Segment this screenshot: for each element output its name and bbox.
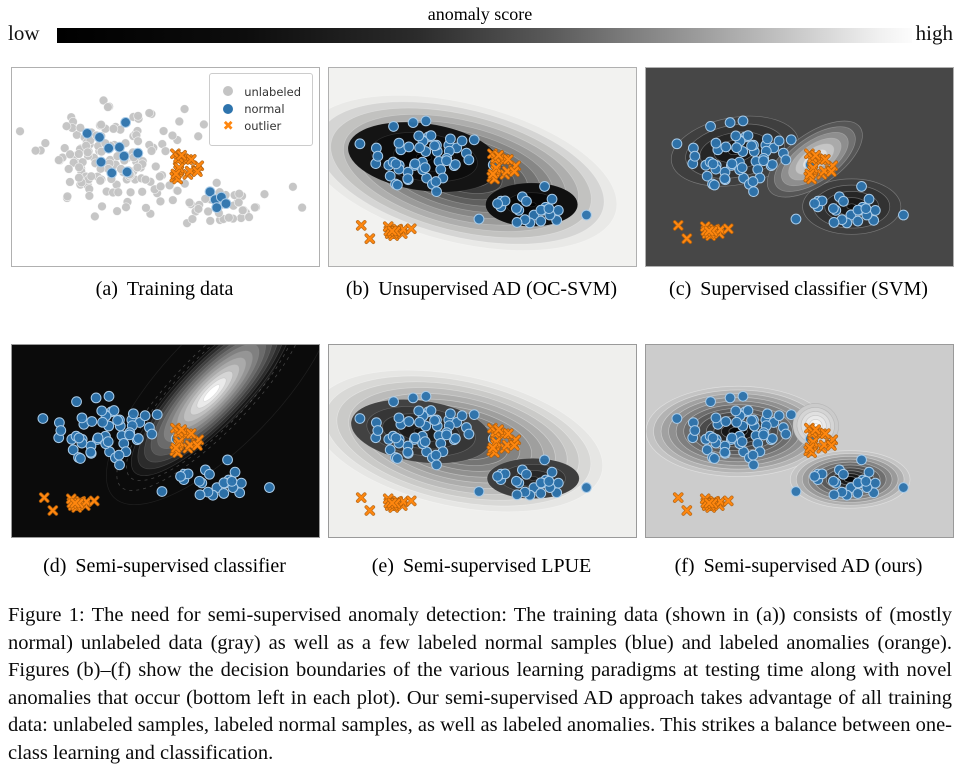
panel-cell-c: [645, 67, 952, 327]
paper-figure: [0, 4, 960, 767]
panel-caption-a: (a) Training data: [95, 278, 234, 300]
legend: [209, 73, 313, 146]
scatter-plot-semisup-classifier: [11, 344, 318, 538]
normal-marker-icon: [219, 104, 237, 117]
panel-row-top: [11, 67, 960, 327]
panel-caption-c: (c) Supervised classifier (SVM): [669, 278, 928, 300]
panel-caption-e: (e) Semi-supervised LPUE: [371, 555, 592, 577]
panel-cell-a: [11, 67, 318, 327]
legend-label-outlier: outlier: [244, 119, 282, 133]
outlier-marker-icon: ✖: [222, 118, 234, 134]
scatter-plot-ocsvm: [328, 67, 635, 267]
scatter-plot-training-data: [11, 67, 318, 267]
figure-caption: Figure 1: The need for semi-supervised anomaly detection: The training data (shown in (a)) consists of (mostly normal) unlabeled data (gray) as well as a few labeled normal samples (blue) and labeled anomalies (orange). Figures (b)–(f) show the decision boundaries of the various learning paradigms at testing time along with novel anomalies that occur (bottom left in each plot). Our semi-supervised AD approach takes advantage of all training data: unlabeled samples, labeled normal samples, as well as labeled anomalies. This strikes a balance between one-class learning and classification.: [8, 604, 953, 764]
legend-item-unlabeled: [219, 86, 301, 99]
panel-cell-f: [645, 344, 952, 578]
scatter-plot-svm: [645, 67, 952, 267]
colorbar-title: anomaly score: [427, 4, 533, 24]
panel-cell-e: [328, 344, 635, 578]
legend-item-outlier: [219, 118, 301, 134]
colorbar-high-label: high: [915, 21, 953, 45]
legend-label-normal: normal: [244, 102, 285, 116]
panel-caption-b: (b) Unsupervised AD (OC-SVM): [345, 278, 618, 300]
legend-item-normal: [219, 104, 301, 117]
legend-label-unlabeled: unlabeled: [244, 84, 301, 99]
panel-caption-d: (d) Semi-supervised classifier: [43, 555, 286, 577]
unlabeled-marker-icon: [219, 86, 237, 99]
scatter-plot-lpue: [328, 344, 635, 538]
panel-cell-d: [11, 344, 318, 578]
anomaly-score-colorbar: [0, 4, 960, 50]
panel-caption-f: (f) Semi-supervised AD (ours): [674, 555, 923, 577]
panel-row-bottom: [11, 344, 960, 578]
scatter-plot-ours: [645, 344, 952, 538]
colorbar-gradient: [57, 28, 912, 43]
panel-cell-b: [328, 67, 635, 327]
colorbar-low-label: low: [8, 21, 40, 45]
